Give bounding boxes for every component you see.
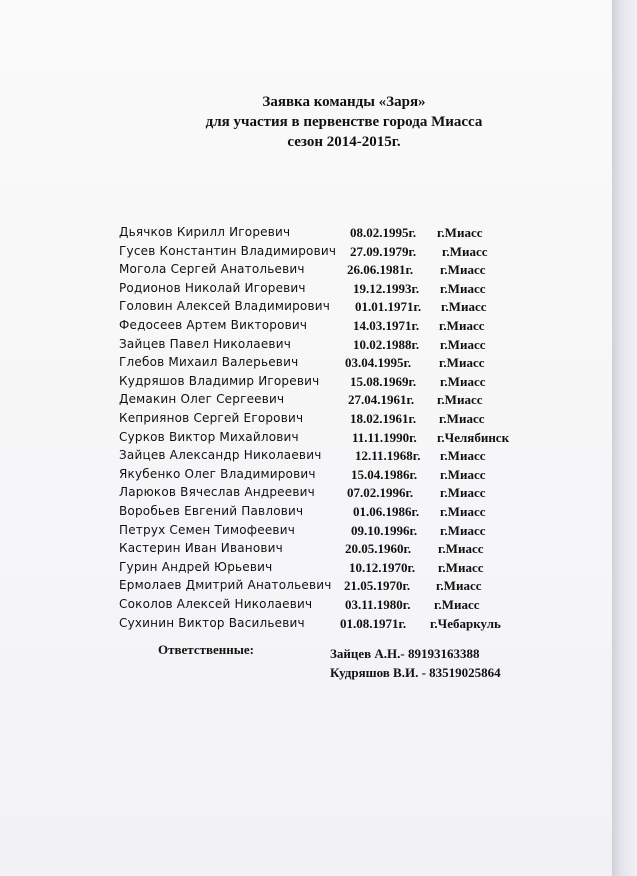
birth-date: 27.09.1979г. — [350, 243, 417, 259]
birth-date: 20.05.1960г. — [345, 541, 412, 557]
city: г.Миасс — [438, 541, 484, 557]
birth-date: 03.04.1995г. — [345, 355, 412, 371]
birth-date: 27.04.1961г. — [348, 392, 415, 408]
player-name: Воробьев Евгений Павлович — [119, 504, 304, 518]
birth-date: 01.06.1986г. — [353, 504, 420, 519]
player-name: Петрух Семен Тимофеевич — [119, 522, 295, 537]
birth-date: 12.11.1968г. — [355, 448, 421, 464]
city: г.Миасс — [440, 373, 486, 389]
birth-date: 01.01.1971г. — [355, 299, 422, 315]
player-name: Демакин Олег Сергеевич — [119, 392, 285, 407]
birth-date: 09.10.1996г. — [351, 522, 418, 538]
city: г.Миасс — [440, 262, 486, 278]
city: г.Миасс — [440, 485, 486, 501]
player-name: Сурков Виктор Михайлович — [119, 429, 299, 444]
birth-date: 01.08.1971г. — [340, 615, 407, 631]
city: г.Миасс — [436, 578, 482, 594]
birth-date: 18.02.1961г. — [350, 411, 417, 426]
birth-date: 14.03.1971г. — [353, 318, 420, 333]
player-name: Якубенко Олег Владимирович — [119, 466, 316, 481]
player-name: Зайцев Павел Николаевич — [119, 336, 291, 351]
player-name: Дьячков Кирилл Игоревич — [119, 225, 291, 239]
city: г.Миасс — [439, 411, 485, 426]
responsible-label: Ответственные: — [158, 642, 255, 657]
birth-date: 10.12.1970г. — [349, 559, 416, 575]
player-name: Ермолаев Дмитрий Анатольевич — [119, 578, 332, 593]
city: г.Миасс — [437, 225, 483, 240]
birth-date: 15.04.1986г. — [351, 466, 418, 482]
player-name: Гусев Константин Владимирович — [119, 243, 337, 258]
birth-date: 15.08.1969г. — [350, 373, 417, 389]
city: г.Миасс — [434, 597, 480, 612]
document-subtitle: для участия в первенстве города Миасса — [205, 114, 483, 130]
player-name: Могола Сергей Анатольевич — [119, 262, 305, 277]
city: г.Миасс — [439, 318, 485, 333]
city: г.Челябинск — [437, 429, 510, 445]
birth-date: 21.05.1970г. — [344, 578, 411, 594]
city: г.Миасс — [442, 243, 488, 259]
city: г.Миасс — [440, 336, 486, 352]
scan-edge — [612, 0, 637, 876]
city: г.Миасс — [440, 522, 486, 538]
birth-date: 10.02.1988г. — [353, 336, 420, 352]
document-title: Заявка команды «Заря» — [262, 94, 426, 110]
player-name: Кастерин Иван Иванович — [119, 541, 283, 556]
player-name: Гурин Андрей Юрьевич — [119, 559, 273, 574]
player-name: Зайцев Александр Николаевич — [119, 448, 322, 463]
player-name: Федосеев Артем Викторович — [119, 318, 308, 332]
city: г.Миасс — [440, 466, 486, 482]
city: г.Чебаркуль — [430, 615, 501, 631]
city: г.Миасс — [439, 355, 485, 371]
player-name: Кудряшов Владимир Игоревич — [119, 373, 320, 388]
document-season: сезон 2014-2015г. — [287, 134, 401, 150]
player-name: Родионов Николай Игоревич — [119, 280, 306, 295]
city: г.Миасс — [440, 504, 486, 519]
city: г.Миасс — [440, 280, 486, 296]
birth-date: 03.11.1980г. — [345, 597, 411, 612]
player-name: Сухинин Виктор Васильевич — [119, 615, 305, 630]
player-name: Ларюков Вячеслав Андреевич — [119, 485, 315, 500]
birth-date: 26.06.1981г. — [347, 262, 414, 278]
player-name: Соколов Алексей Николаевич — [119, 597, 313, 611]
birth-date: 08.02.1995г. — [350, 225, 417, 240]
player-name: Головин Алексей Владимирович — [119, 299, 331, 314]
city: г.Миасс — [441, 299, 487, 315]
city: г.Миасс — [437, 392, 483, 408]
birth-date: 19.12.1993г. — [353, 280, 420, 296]
responsible-contact: Кудряшов В.И. - 83519025864 — [330, 665, 501, 680]
city: г.Миасс — [440, 448, 486, 464]
birth-date: 07.02.1996г. — [347, 485, 414, 501]
city: г.Миасс — [438, 559, 484, 575]
responsible-contact: Зайцев А.Н.- 89193163388 — [330, 646, 480, 661]
player-name: Кеприянов Сергей Егорович — [119, 411, 304, 425]
birth-date: 11.11.1990г. — [352, 429, 417, 445]
player-name: Глебов Михаил Валерьевич — [119, 355, 299, 370]
